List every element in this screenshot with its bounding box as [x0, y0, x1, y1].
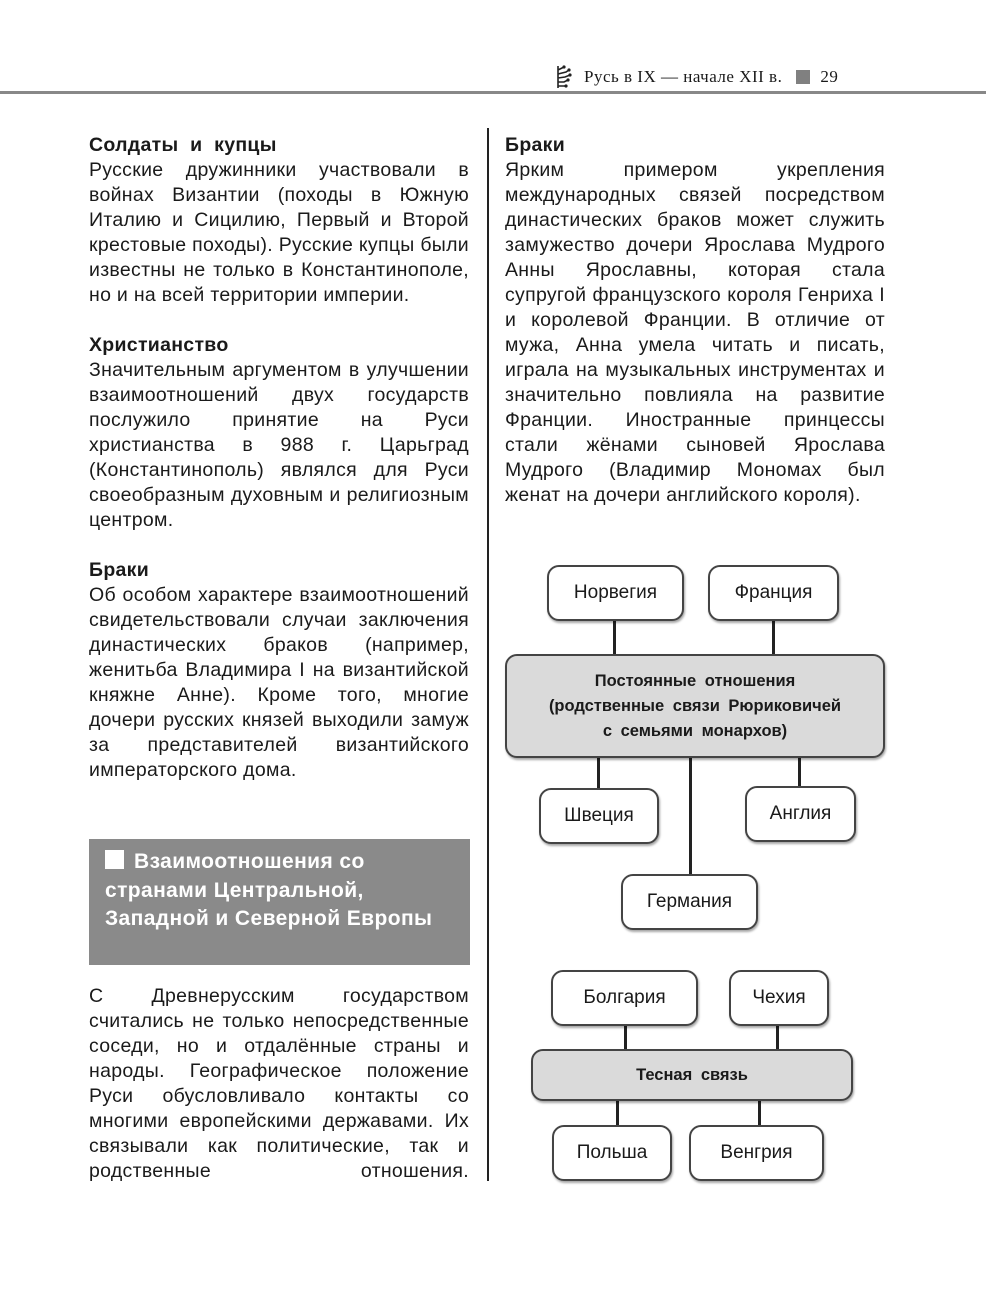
connector-line	[616, 1100, 619, 1127]
section-text: Ярким примером укрепления международных связей посредством династических браков может служить замужество дочери Ярослава Мудрого Анны Ярославны, которая стала супругой французского короля Генриха I и королевой Франции. В отличие от мужа, Анна умела читать и писать, играла на музыкальных инструментах и значительно повлияла на развитие Франции. Иностранные принцессы стали жёнами сыновей Ярослава Мудрого (Владимир Мономах был женат на дочери английского короля).	[505, 159, 885, 506]
page-number: 29	[820, 67, 839, 86]
connector-line	[624, 1024, 627, 1051]
node-france: Франция	[708, 565, 839, 621]
node-poland: Польша	[552, 1125, 672, 1181]
banner-title: Взаимоотношения со странами Центральной, Западной и Северной Европы	[105, 850, 433, 930]
node-hungary: Венгрия	[689, 1125, 824, 1181]
section-heading: Солдаты и купцы	[89, 134, 277, 156]
node-close-ties: Тесная связь	[531, 1049, 853, 1101]
node-permanent-relations: Постоянные отношения (родственные связи Рюриковичей с семьями монархов)	[505, 654, 885, 758]
connector-line	[772, 620, 775, 656]
section-heading: Браки	[89, 559, 150, 581]
banner-square-icon	[105, 850, 124, 869]
connector-line	[758, 1100, 761, 1127]
running-title: Русь в IX — начале XII в.	[584, 67, 783, 86]
right-column	[505, 133, 885, 508]
section-heading: Браки	[505, 134, 566, 156]
node-sweden: Швеция	[539, 788, 659, 844]
column-divider	[487, 128, 489, 1181]
header-rule	[0, 91, 986, 94]
connector-line	[597, 756, 600, 790]
connector-line	[776, 1024, 779, 1051]
chapter-banner	[89, 839, 470, 965]
node-england: Англия	[745, 786, 856, 842]
section-heading: Христианство	[89, 334, 229, 356]
running-head	[552, 62, 892, 92]
section-text: Русские дружинники участвовали в войнах Византии (походы в Южную Италию и Сицилию, Первый и Второй крестовые походы). Русские купцы были известны не только в Константинополе, но и на всей территории империи.	[89, 159, 469, 306]
section-text: Значительным аргументом в улучшении взаимоотношений двух государств послужило принятие на Руси христианства в 988 г. Царьград (Константинополь) являлся для Руси своеобразным духовным и религиозным центром.	[89, 359, 469, 531]
header-square-icon	[796, 70, 810, 84]
node-germany: Германия	[621, 874, 758, 930]
tree-icon	[552, 64, 574, 90]
connector-line	[613, 620, 616, 656]
left-column	[89, 133, 469, 783]
node-czechia: Чехия	[729, 970, 829, 1026]
node-bulgaria: Болгария	[551, 970, 698, 1026]
section-text: Об особом характере взаимоотношений свидетельствовали случаи заключения династических браков (например, женитьба Владимира I на византийской княжне Анне). Кроме того, многие дочери русских князей выходили замуж за представителей византийского императорского дома.	[89, 584, 469, 781]
node-norway: Норвегия	[547, 565, 684, 621]
connector-line	[798, 756, 801, 788]
intro-text: С Древнерусским государством считались не только непосредственные соседи, но и отдалённые страны и народы. Географическое положение Руси обусловливало контакты со многими европейскими державами. Их связывали как политические, так и родственные отношения.	[89, 985, 469, 1182]
intro-paragraph	[89, 984, 469, 1184]
connector-line	[689, 756, 692, 876]
